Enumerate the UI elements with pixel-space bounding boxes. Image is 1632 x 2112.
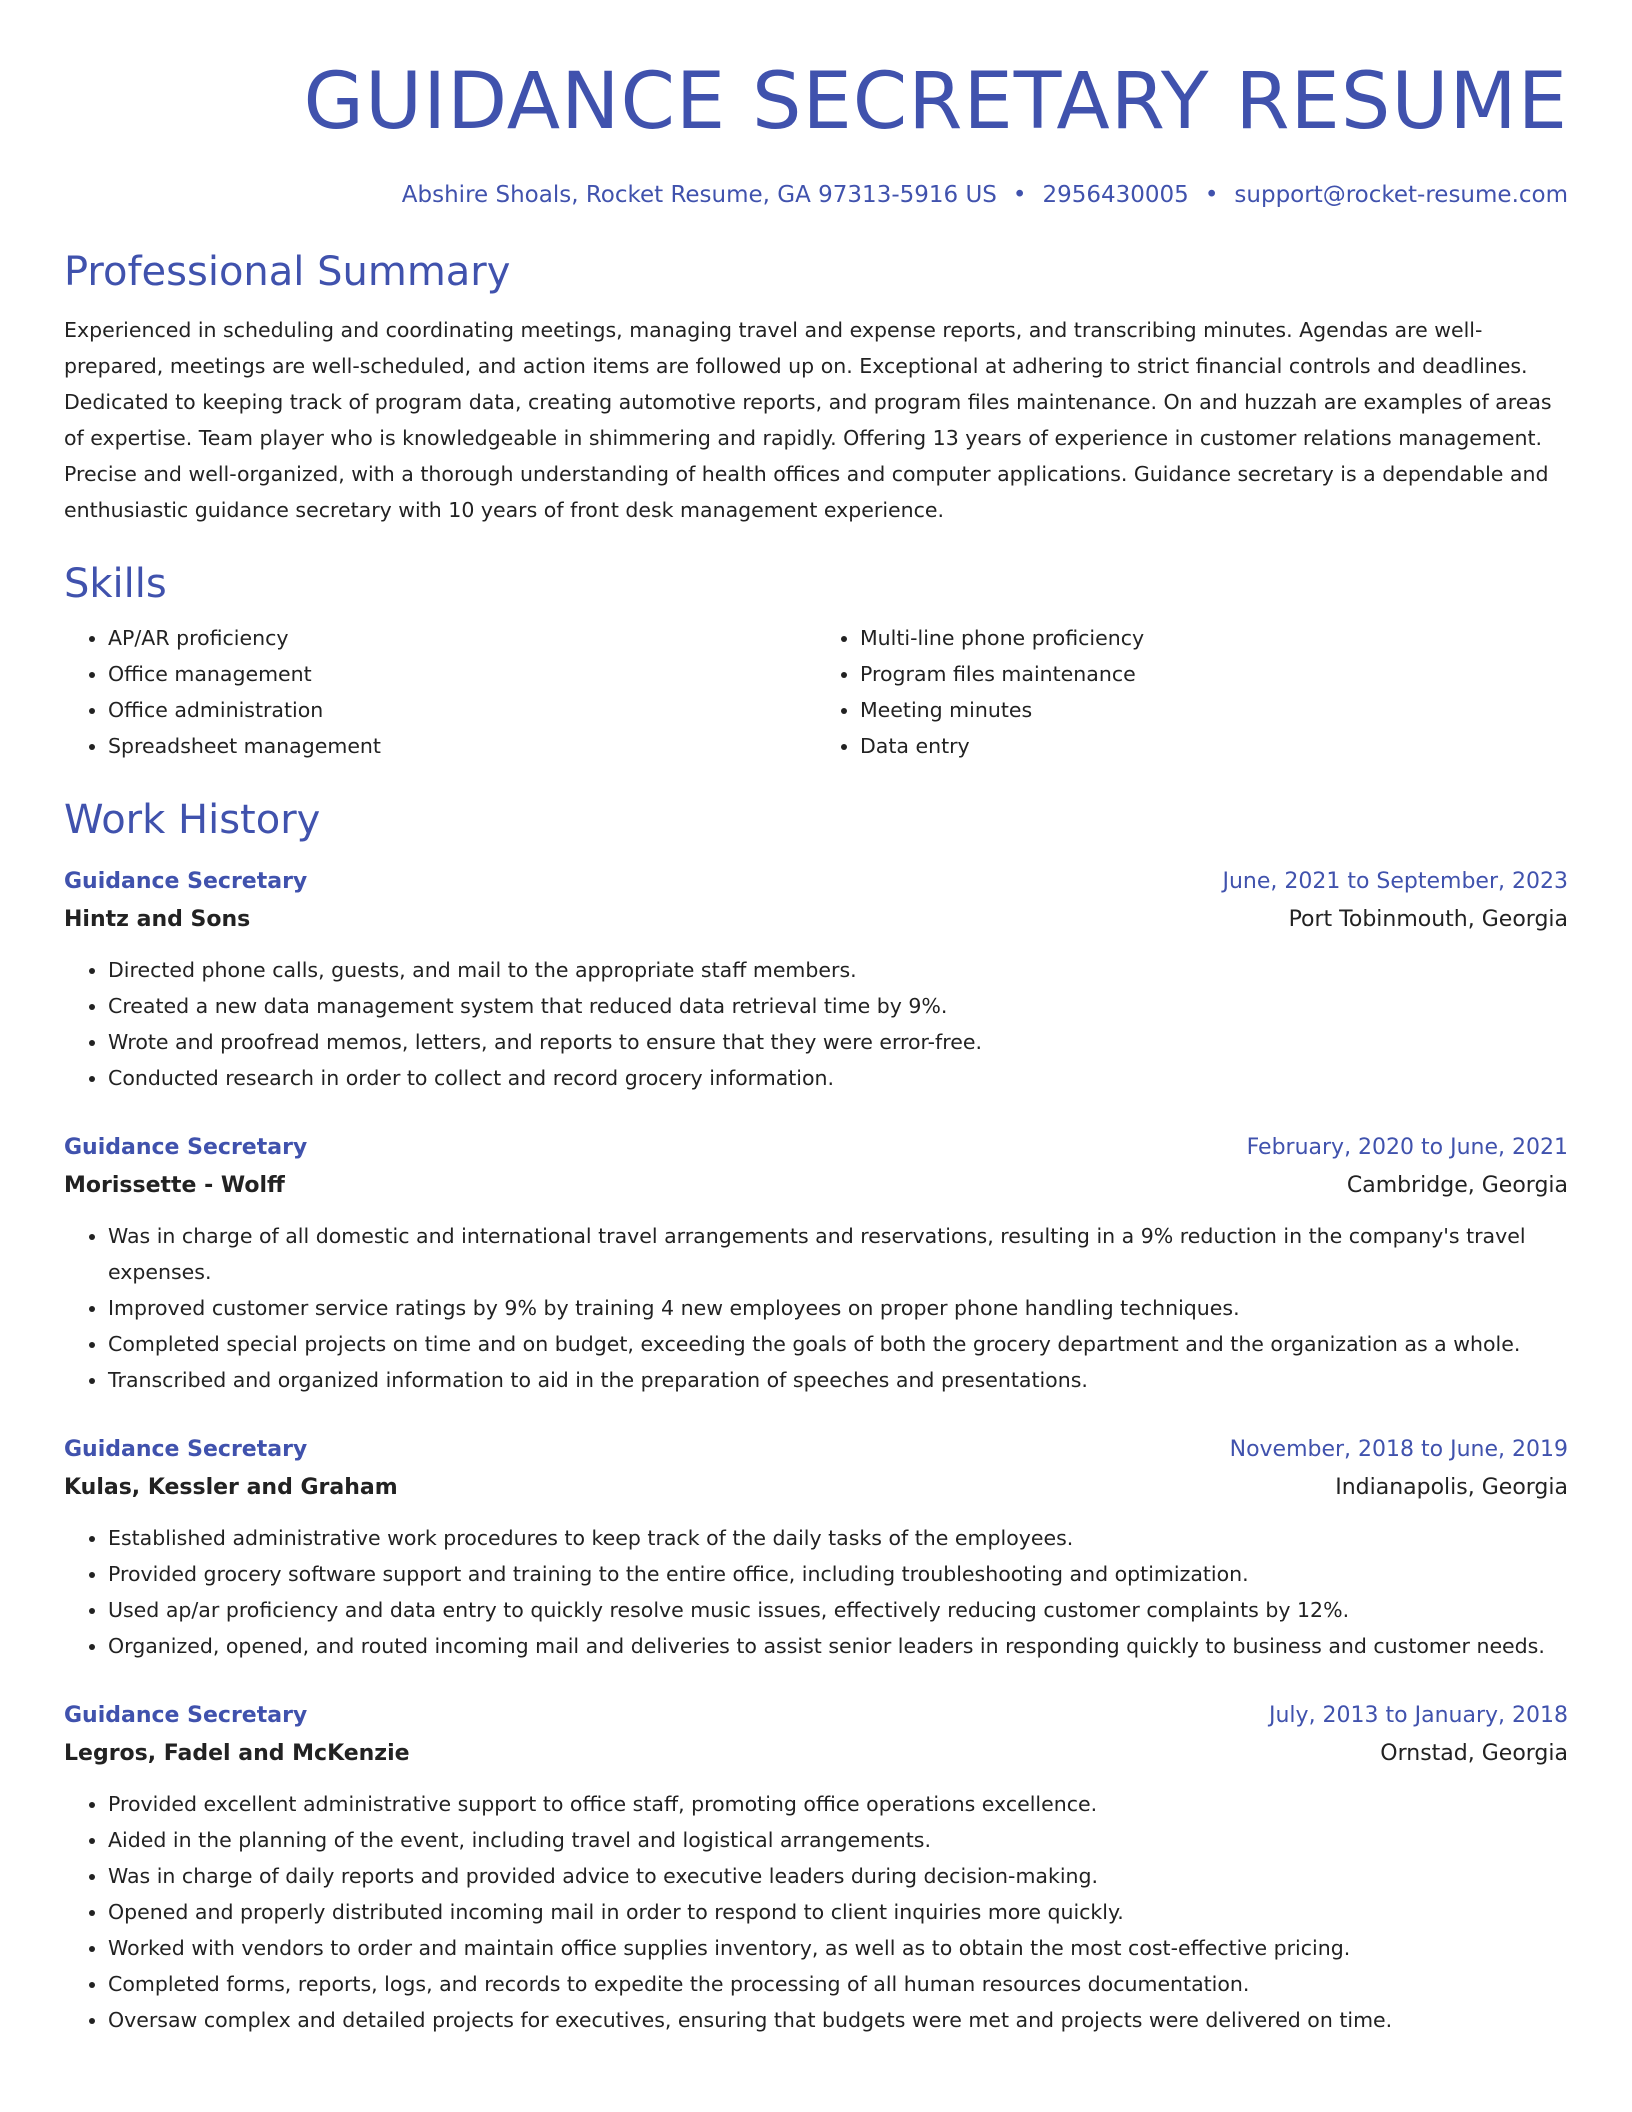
job-location: Cambridge, Georgia xyxy=(1346,1173,1568,1198)
contact-phone: 2956430005 xyxy=(1042,182,1189,208)
job-title-row xyxy=(64,1130,1568,1166)
job-company-row xyxy=(64,900,1568,940)
skill-item: • Data entry xyxy=(860,728,1568,764)
job-location: Port Tobinmouth, Georgia xyxy=(1288,907,1568,932)
skill-item: • Multi-line phone proficiency xyxy=(860,620,1568,656)
job-bullet: • Oversaw complex and detailed projects for executives, ensuring that budgets were met and projects were delivered on time. xyxy=(108,2002,1568,2038)
job-bullet: • Established administrative work procedures to keep track of the daily tasks of the employees. xyxy=(108,1520,1568,1556)
resume-title: GUIDANCE SECRETARY RESUME xyxy=(303,57,1568,147)
skill-item: • Meeting minutes xyxy=(860,692,1568,728)
skills-column-left xyxy=(64,620,816,764)
job-bullet: • Conducted research in order to collect and record grocery information. xyxy=(108,1060,1568,1096)
job-bullet: • Was in charge of all domestic and international travel arrangements and reservations, resulting in a 9% reduction in the company's travel expenses. xyxy=(108,1218,1568,1290)
job-bullet: • Created a new data management system that reduced data retrieval time by 9%. xyxy=(108,988,1568,1024)
job-bullet: • Improved customer service ratings by 9% by training 4 new employees on proper phone handling techniques. xyxy=(108,1290,1568,1326)
resume-header xyxy=(64,0,1568,210)
job-dates: November, 2018 to June, 2019 xyxy=(1229,1437,1568,1462)
skill-item: • AP/AR proficiency xyxy=(108,620,816,656)
job-dates: June, 2021 to September, 2023 xyxy=(1222,869,1568,894)
skill-item: • Office administration xyxy=(108,692,816,728)
job-title: Guidance Secretary xyxy=(64,1135,308,1160)
skill-item: • Office management xyxy=(108,656,816,692)
resume-page xyxy=(64,0,1568,2038)
job-company: Hintz and Sons xyxy=(64,907,251,932)
job-title-row xyxy=(64,1698,1568,1734)
contact-separator: • xyxy=(1204,182,1219,208)
job-company: Morissette - Wolff xyxy=(64,1173,285,1198)
job-bullets xyxy=(64,1786,1568,2038)
job-entry xyxy=(64,864,1568,1096)
summary-text: Experienced in scheduling and coordinating meetings, managing travel and expense reports, and transcribing minutes. Agendas are well-prepared, meetings are well-scheduled, and action items are followed up on. Exceptional at adhering to strict financial controls and deadlines. Dedicated to keeping track of program data, creating automotive reports, and program files maintenance. On and huzzah are examples of areas of expertise. Team player who is knowledgeable in shimmering and rapidly. Offering 13 years of experience in customer relations management. Precise and well-organized, with a thorough understanding of health offices and computer applications. Guidance secretary is a dependable and enthusiastic guidance secretary with 10 years of front desk management experience. xyxy=(64,318,1552,522)
job-bullet: • Used ap/ar proficiency and data entry to quickly resolve music issues, effectively reducing customer complaints by 12%. xyxy=(108,1592,1568,1628)
job-company: Legros, Fadel and McKenzie xyxy=(64,1741,410,1766)
skills-grid xyxy=(64,620,1568,764)
skills-heading: Skills xyxy=(64,561,167,607)
job-bullet: • Transcribed and organized information to aid in the preparation of speeches and presentations. xyxy=(108,1362,1568,1398)
job-dates: February, 2020 to June, 2021 xyxy=(1246,1135,1568,1160)
job-entry xyxy=(64,1432,1568,1664)
job-dates: July, 2013 to January, 2018 xyxy=(1269,1703,1568,1728)
job-title: Guidance Secretary xyxy=(64,1703,308,1728)
skill-item: • Spreadsheet management xyxy=(108,728,816,764)
job-bullet: • Worked with vendors to order and maintain office supplies inventory, as well as to obtain the most cost-effective pricing. xyxy=(108,1930,1568,1966)
job-bullet: • Was in charge of daily reports and provided advice to executive leaders during decision-making. xyxy=(108,1858,1568,1894)
job-bullet: • Organized, opened, and routed incoming mail and deliveries to assist senior leaders in responding quickly to business and customer needs. xyxy=(108,1628,1568,1664)
job-bullets xyxy=(64,952,1568,1096)
job-entry xyxy=(64,1698,1568,2038)
job-bullet: • Opened and properly distributed incoming mail in order to respond to client inquiries more quickly. xyxy=(108,1894,1568,1930)
job-title-row xyxy=(64,864,1568,900)
job-bullet: • Directed phone calls, guests, and mail to the appropriate staff members. xyxy=(108,952,1568,988)
job-company-row xyxy=(64,1468,1568,1508)
job-title-row xyxy=(64,1432,1568,1468)
job-bullet: • Provided excellent administrative support to office staff, promoting office operations excellence. xyxy=(108,1786,1568,1822)
contact-address: Abshire Shoals, Rocket Resume, GA 97313-5916 US xyxy=(401,182,997,208)
job-bullet: • Provided grocery software support and training to the entire office, including troubleshooting and optimization. xyxy=(108,1556,1568,1592)
job-title: Guidance Secretary xyxy=(64,869,308,894)
contact-separator: • xyxy=(1012,182,1027,208)
summary-heading: Professional Summary xyxy=(64,249,511,295)
skill-item: • Program files maintenance xyxy=(860,656,1568,692)
job-company-row xyxy=(64,1734,1568,1774)
contact-email: support@rocket-resume.com xyxy=(1234,182,1568,208)
job-location: Ornstad, Georgia xyxy=(1380,1741,1568,1766)
job-bullet: • Wrote and proofread memos, letters, and reports to ensure that they were error-free. xyxy=(108,1024,1568,1060)
job-location: Indianapolis, Georgia xyxy=(1335,1475,1568,1500)
job-company: Kulas, Kessler and Graham xyxy=(64,1475,398,1500)
job-entry xyxy=(64,1130,1568,1398)
job-company-row xyxy=(64,1166,1568,1206)
job-bullet: • Completed special projects on time and on budget, exceeding the goals of both the grocery department and the organization as a whole. xyxy=(108,1326,1568,1362)
job-bullets xyxy=(64,1218,1568,1398)
contact-line xyxy=(64,180,1568,210)
job-bullet: • Aided in the planning of the event, including travel and logistical arrangements. xyxy=(108,1822,1568,1858)
job-title: Guidance Secretary xyxy=(64,1437,308,1462)
job-bullet: • Completed forms, reports, logs, and records to expedite the processing of all human resources documentation. xyxy=(108,1966,1568,2002)
work-history-heading: Work History xyxy=(64,797,321,843)
job-bullets xyxy=(64,1520,1568,1664)
skills-column-right xyxy=(816,620,1568,764)
